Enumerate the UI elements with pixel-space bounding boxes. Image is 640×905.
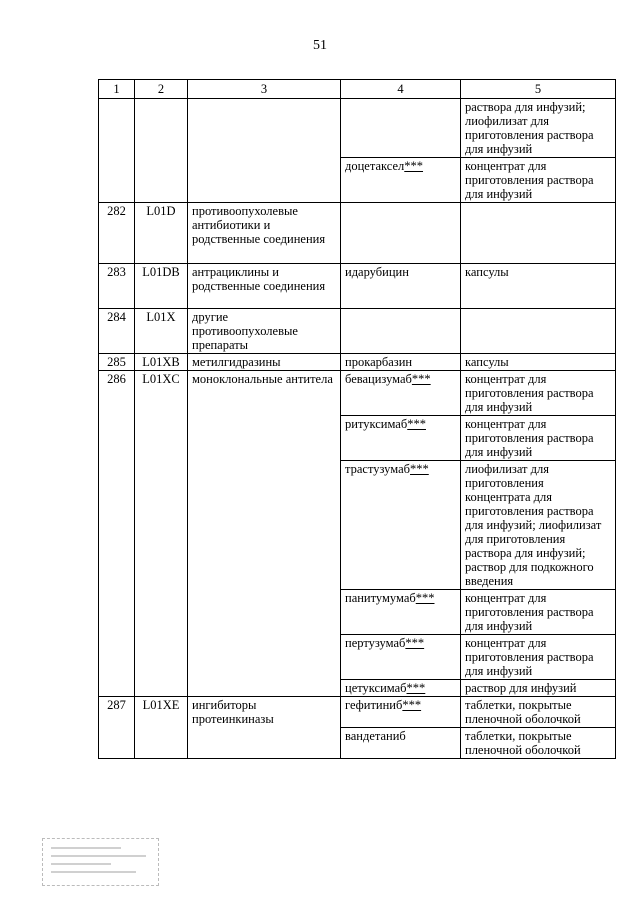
drug-name: панитумумаб: [345, 591, 416, 605]
group-cell: противоопухолевые антибиотики и родственные соединения: [188, 203, 341, 264]
group-cell: [188, 99, 341, 203]
form-cell: концентрат для приготовления раствора для инфузий: [461, 590, 616, 635]
column-header: 5: [461, 80, 616, 99]
form-cell: лиофилизат для приготовления концентрата для приготовления раствора для инфузий; лиофилизат для приготовления раствора для инфузий; раствор для подкожного введения: [461, 461, 616, 590]
code-cell: L01XE: [135, 697, 188, 759]
drug-cell: [341, 635, 461, 680]
stars-mark: ***: [402, 698, 422, 712]
code-cell: L01XC: [135, 371, 188, 697]
code-cell: L01DB: [135, 264, 188, 309]
column-header: 3: [188, 80, 341, 99]
form-cell: таблетки, покрытые пленочной оболочкой: [461, 697, 616, 728]
drug-cell: [341, 158, 461, 203]
form-cell: таблетки, покрытые пленочной оболочкой: [461, 728, 616, 759]
drug-list-table: [98, 79, 616, 759]
drug-name: трастузумаб: [345, 462, 411, 476]
drug-cell: [341, 371, 461, 416]
stars-mark: ***: [415, 591, 435, 605]
drug-name: доцетаксел: [345, 159, 405, 173]
page-number: 51: [313, 38, 327, 53]
column-header: 2: [135, 80, 188, 99]
stamp-mark: [42, 838, 159, 886]
column-header: 4: [341, 80, 461, 99]
group-cell: другие противоопухолевые препараты: [188, 309, 341, 354]
form-cell: концентрат для приготовления раствора для инфузий: [461, 158, 616, 203]
num-cell: 282: [99, 203, 135, 264]
form-cell: [461, 203, 616, 264]
code-cell: L01D: [135, 203, 188, 264]
form-cell: капсулы: [461, 354, 616, 371]
drug-cell: [341, 99, 461, 158]
drug-cell: [341, 680, 461, 697]
code-cell: [135, 99, 188, 203]
code-cell: L01XB: [135, 354, 188, 371]
table-row: [99, 203, 616, 264]
num-cell: 283: [99, 264, 135, 309]
drug-cell: [341, 203, 461, 264]
form-cell: [461, 309, 616, 354]
drug-cell: [341, 416, 461, 461]
drug-name: вандетаниб: [345, 729, 406, 743]
table-row: [99, 371, 616, 416]
num-cell: 284: [99, 309, 135, 354]
drug-name: ритуксимаб: [345, 417, 408, 431]
drug-name: пертузумаб: [345, 636, 406, 650]
form-cell: капсулы: [461, 264, 616, 309]
num-cell: 285: [99, 354, 135, 371]
table-row: [99, 99, 616, 158]
num-cell: 287: [99, 697, 135, 759]
stars-mark: ***: [406, 681, 426, 695]
form-cell: раствора для инфузий; лиофилизат для приготовления раствора для инфузий: [461, 99, 616, 158]
group-cell: метилгидразины: [188, 354, 341, 371]
column-header: 1: [99, 80, 135, 99]
form-cell: концентрат для приготовления раствора для инфузий: [461, 371, 616, 416]
group-cell: моноклональные антитела: [188, 371, 341, 697]
form-cell: концентрат для приготовления раствора для инфузий: [461, 635, 616, 680]
drug-cell: [341, 309, 461, 354]
group-cell: ингибиторы протеинкиназы: [188, 697, 341, 759]
drug-name: цетуксимаб: [345, 681, 407, 695]
stars-mark: ***: [404, 159, 424, 173]
drug-cell: [341, 728, 461, 759]
drug-name: бевацизумаб: [345, 372, 412, 386]
table-row: [99, 354, 616, 371]
stars-mark: ***: [407, 417, 426, 431]
drug-cell: [341, 697, 461, 728]
drug-cell: прокарбазин: [341, 354, 461, 371]
num-cell: [99, 99, 135, 203]
table-row: [99, 264, 616, 309]
group-cell: антрациклины и родственные соединения: [188, 264, 341, 309]
drug-cell: идарубицин: [341, 264, 461, 309]
drug-cell: [341, 461, 461, 590]
table-row: [99, 697, 616, 728]
form-cell: концентрат для приготовления раствора для инфузий: [461, 416, 616, 461]
table-row: [99, 309, 616, 354]
stars-mark: ***: [405, 636, 425, 650]
stars-mark: ***: [411, 372, 431, 386]
stars-mark: ***: [410, 462, 429, 476]
drug-cell: [341, 590, 461, 635]
header-row: [99, 80, 616, 99]
code-cell: L01X: [135, 309, 188, 354]
drug-name: гефитиниб: [345, 698, 403, 712]
num-cell: 286: [99, 371, 135, 697]
form-cell: раствор для инфузий: [461, 680, 616, 697]
